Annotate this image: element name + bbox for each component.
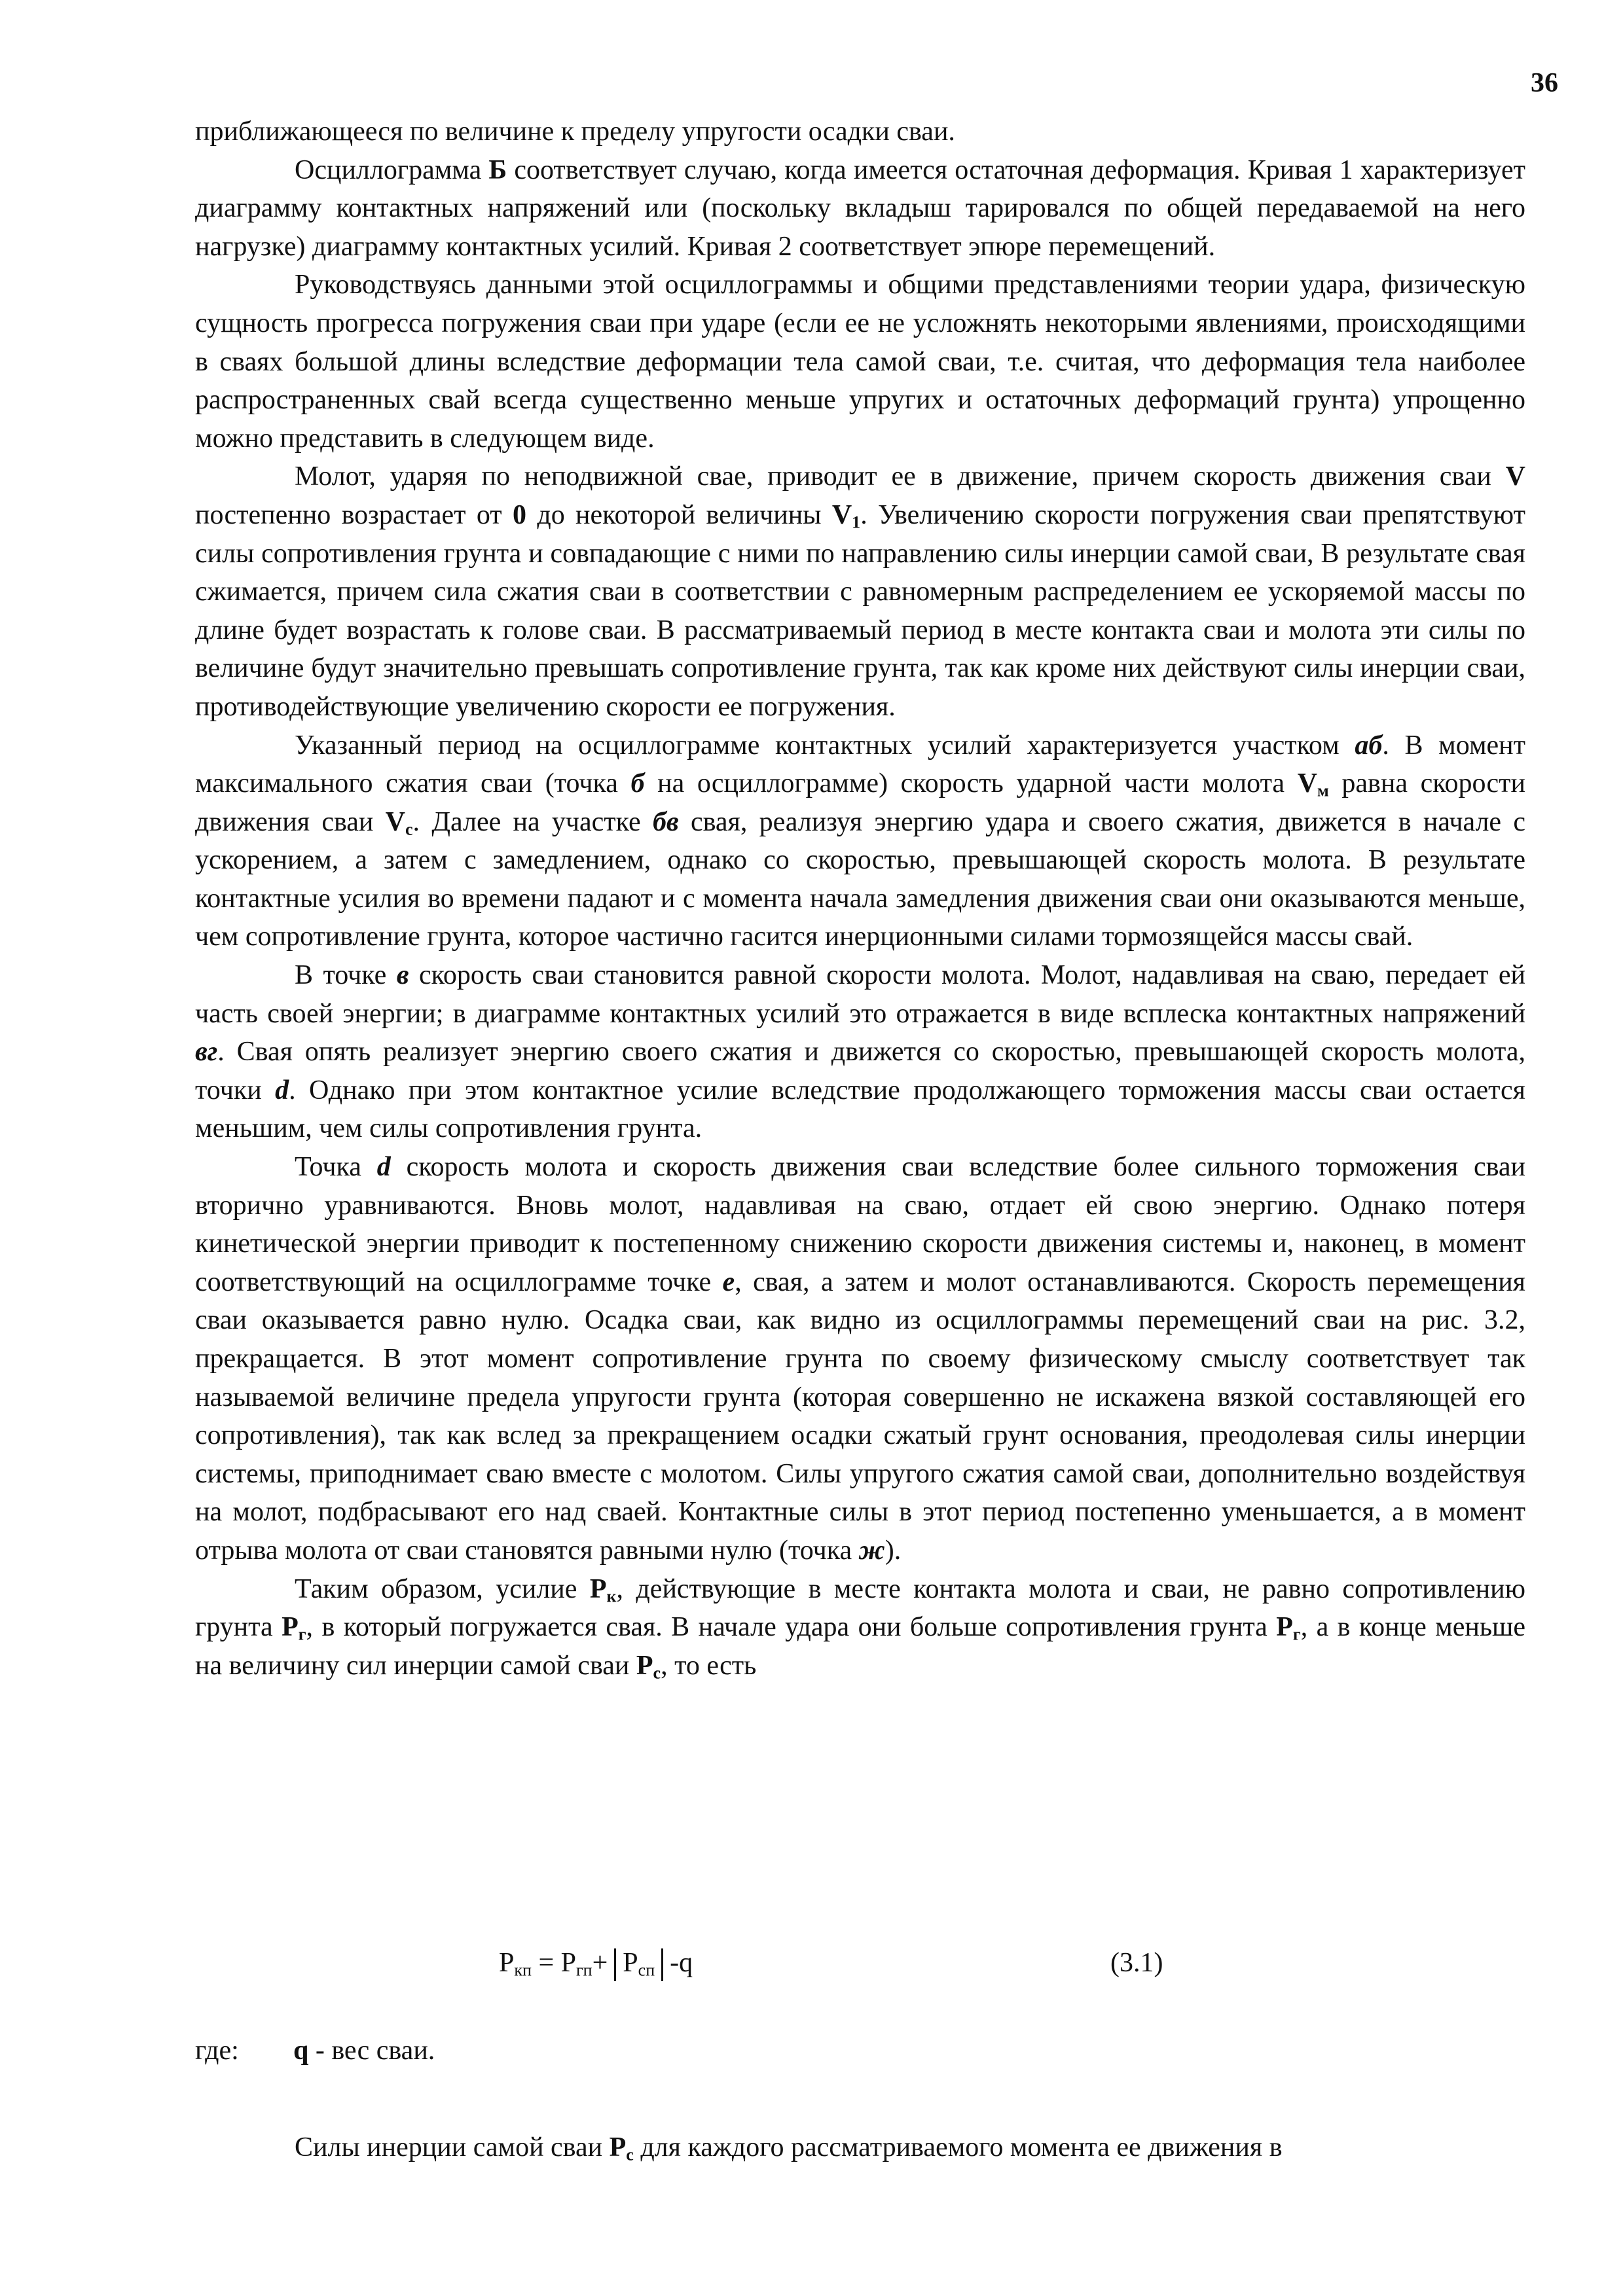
text-run: . Однако при этом контактное усилие вследствие продолжающего торможения массы сваи остается меньшим, чем силы сопротивления грунта. [195,1075,1526,1144]
formula-minus-q: -q [670,1948,693,1978]
formula-term-p: P [560,1948,576,1978]
text-run: приближающееся по величине к пределу упругости осадки сваи. [195,117,955,147]
text-run: d [376,1152,391,1183]
text-run: до некоторой величины [526,499,832,530]
formula-3-1 [195,1940,1525,1986]
absolute-value-bar-left [614,1948,616,1981]
formula-plus: + [592,1948,608,1978]
text-run: d [275,1075,289,1105]
text-run: скорость сваи становится равной скорости молота. Молот, надавливая на сваю, передает ей часть своей энергии; в диаграмме контактных усилий это отражается в виде всплеска контактных напряжений [195,960,1525,1029]
text-run: соответствует случаю, когда имеется остаточная деформация. Кривая 1 характеризует диаграмму контактных напряжений или (поскольку вкладыш тарировался по общей передаваемой на него нагрузке) диаграмму контактных усилий. Кривая 2 соответствует эпюре перемещений. [195,154,1525,262]
body-text [195,113,1525,1685]
formula-subscript-sp: сп [638,1960,655,1980]
text-run: 0 [513,499,526,530]
text-run: P [636,1650,653,1681]
paragraph-7 [195,1148,1525,1570]
text-run: Молот, ударяя по неподвижной свае, приводит ее в движение, причем скорость движения сваи [295,461,1506,492]
paragraph-2 [195,151,1525,266]
text-run: к [606,1587,617,1606]
text-run: В точке [295,960,397,991]
formula-term-p: P [623,1948,638,1978]
formula-expression [499,1940,693,1986]
text-run: г [298,1624,306,1644]
absolute-value-bar-right [661,1948,663,1981]
text-run: свая, реализуя энергию удара и своего сжатия, движется в начале с ускорением, а затем с замедлением, однако со скоростью, превышающей скорость молота. В результате контактные усилия во времени падают и с момента начала замедления движения сваи они оказываются меньше, чем сопротивление грунта, которое частично гасится инерционными силами тормозящейся массы свай. [195,806,1525,952]
paragraph-6 [195,956,1525,1148]
text-run: Руководствуясь данными этой осциллограммы и общими представлениями теории удара, физическую сущность прогресса погружения сваи при ударе (если ее не усложнять некоторыми явлениями, происходящими в сваях большой длины вследствие деформации тела самой сваи, т.е. считая, что деформация тела наиболее распространенных свай всегда существенно меньше упругих и остаточных деформаций грунта) упрощенно можно представить в следующем виде. [195,270,1525,454]
text-run: постепенно возрастает от [195,499,513,530]
text-run: на осциллограмме) скорость ударной части молота [644,768,1298,799]
text-run: Б [488,154,507,185]
paragraph-4 [195,457,1525,726]
text-run: . Далее на участке [412,806,653,837]
text-run: г [1292,1624,1301,1644]
text-run: , то есть [661,1650,757,1681]
text-run: с [626,2145,634,2164]
text-run: P [589,1573,607,1604]
text-run: V [385,806,405,837]
last-paragraph [195,2128,1525,2167]
paragraph-8 [195,1570,1525,1685]
text-run: ж [858,1535,885,1566]
where-variable: q [293,2036,309,2066]
where-label: где: [195,2036,239,2066]
text-run: . Свая опять реализует энергию своего сжатия и движется со скоростью, превышающей скорость молота, точки [195,1037,1525,1105]
where-clause [195,2032,435,2070]
paragraph-5 [195,726,1525,957]
text-run: , действующие в месте контакта молота и сваи, не равно сопротивлению грунта [195,1573,1525,1643]
text-run: е [722,1266,735,1297]
text-run: с [405,819,413,839]
text-run: бв [652,806,679,837]
text-run: Таким образом, усилие [295,1573,590,1604]
formula-equals: = [531,1948,561,1978]
text-run: б [630,768,645,799]
text-run: с [653,1663,661,1683]
equation-number: (3.1) [1110,1948,1163,1978]
text-run: P [1276,1612,1293,1643]
paragraph-3 [195,266,1525,457]
text-run: в [396,960,409,991]
text-run: Точка [295,1152,377,1183]
text-run: . В момент максимального сжатия сваи (точка [195,730,1525,799]
text-run: P [282,1612,299,1643]
paragraph-1 [195,113,1525,151]
text-run: , свая, а затем и молот останавливаются. Скорость перемещения сваи оказывается равно нулю. Осадка сваи, как видно из осциллограммы перемещений сваи на рис. 3.2, прекращается. В этот момент сопротивление грунта по своему физическому смыслу соответствует так называемой величине предела упругости грунта (которая совершенно не искажена вязкой составляющей его сопротивления), так как вслед за прекращением осадки сжатый грунт основания, преодолевая силы инерции системы, приподнимает сваю вместе с молотом. Силы упругого сжатия самой сваи, дополнительно воздействуя на молот, подбрасывают его над сваей. Контактные силы в этот период постепенно уменьшается, а в момент отрыва молота от сваи становятся равными нулю (точка [195,1266,1525,1566]
text-run: равна скорости движения сваи [195,768,1525,837]
text-run: 1 [852,512,861,532]
text-run: V [831,499,852,530]
where-description: - вес сваи. [308,2036,435,2066]
text-run: , в который погружается свая. В начале удара они больше сопротивления грунта [306,1612,1277,1643]
text-run: , а в конце меньше на величину сил инерции самой сваи [195,1612,1525,1681]
text-run: Указанный период на осциллограмме контактных усилий характеризуется участком [295,730,1355,761]
text-run: V [1297,768,1318,799]
text-run: . Увеличению скорости погружения сваи препятствуют силы сопротивления грунта и совпадающие с ними по направлению силы инерции самой сваи, В результате свая сжимается, причем сила сжатия сваи в соответствии с равномерным распределением ее ускоряемой массы по длине будет возрастать к голове сваи. В рассматриваемый период в месте контакта сваи и молота эти силы по величине будут значительно превышать сопротивление грунта, так как кроме них действуют силы инерции сваи, противодействующие увеличению скорости ее погружения. [195,499,1525,722]
text-run: скорость молота и скорость движения сваи вследствие более сильного торможения сваи вторично уравниваются. Вновь молот, надавливая на сваю, отдает ей свою энергию. Однако потеря кинетической энергии приводит к постепенному снижению скорости движения системы и, наконец, в момент соответствующий на осциллограмме точке [195,1152,1526,1297]
paragraph [195,2128,1525,2167]
text-run: м [1317,781,1329,800]
text-run: Осциллограмма [295,154,489,185]
formula-subscript-gp: гп [575,1960,593,1980]
text-run: аб [1355,730,1383,761]
text-run: для каждого рассматриваемого момента ее движения в [633,2132,1283,2162]
text-run: Силы инерции самой сваи [295,2132,610,2162]
text-run: V [1505,461,1525,492]
page-number: 36 [1531,68,1558,98]
text-run: ). [884,1535,902,1566]
text-run: вг [195,1037,218,1067]
formula-subscript-kp: кп [514,1960,532,1980]
text-run: P [609,2132,627,2162]
formula-term-p: P [499,1948,515,1978]
